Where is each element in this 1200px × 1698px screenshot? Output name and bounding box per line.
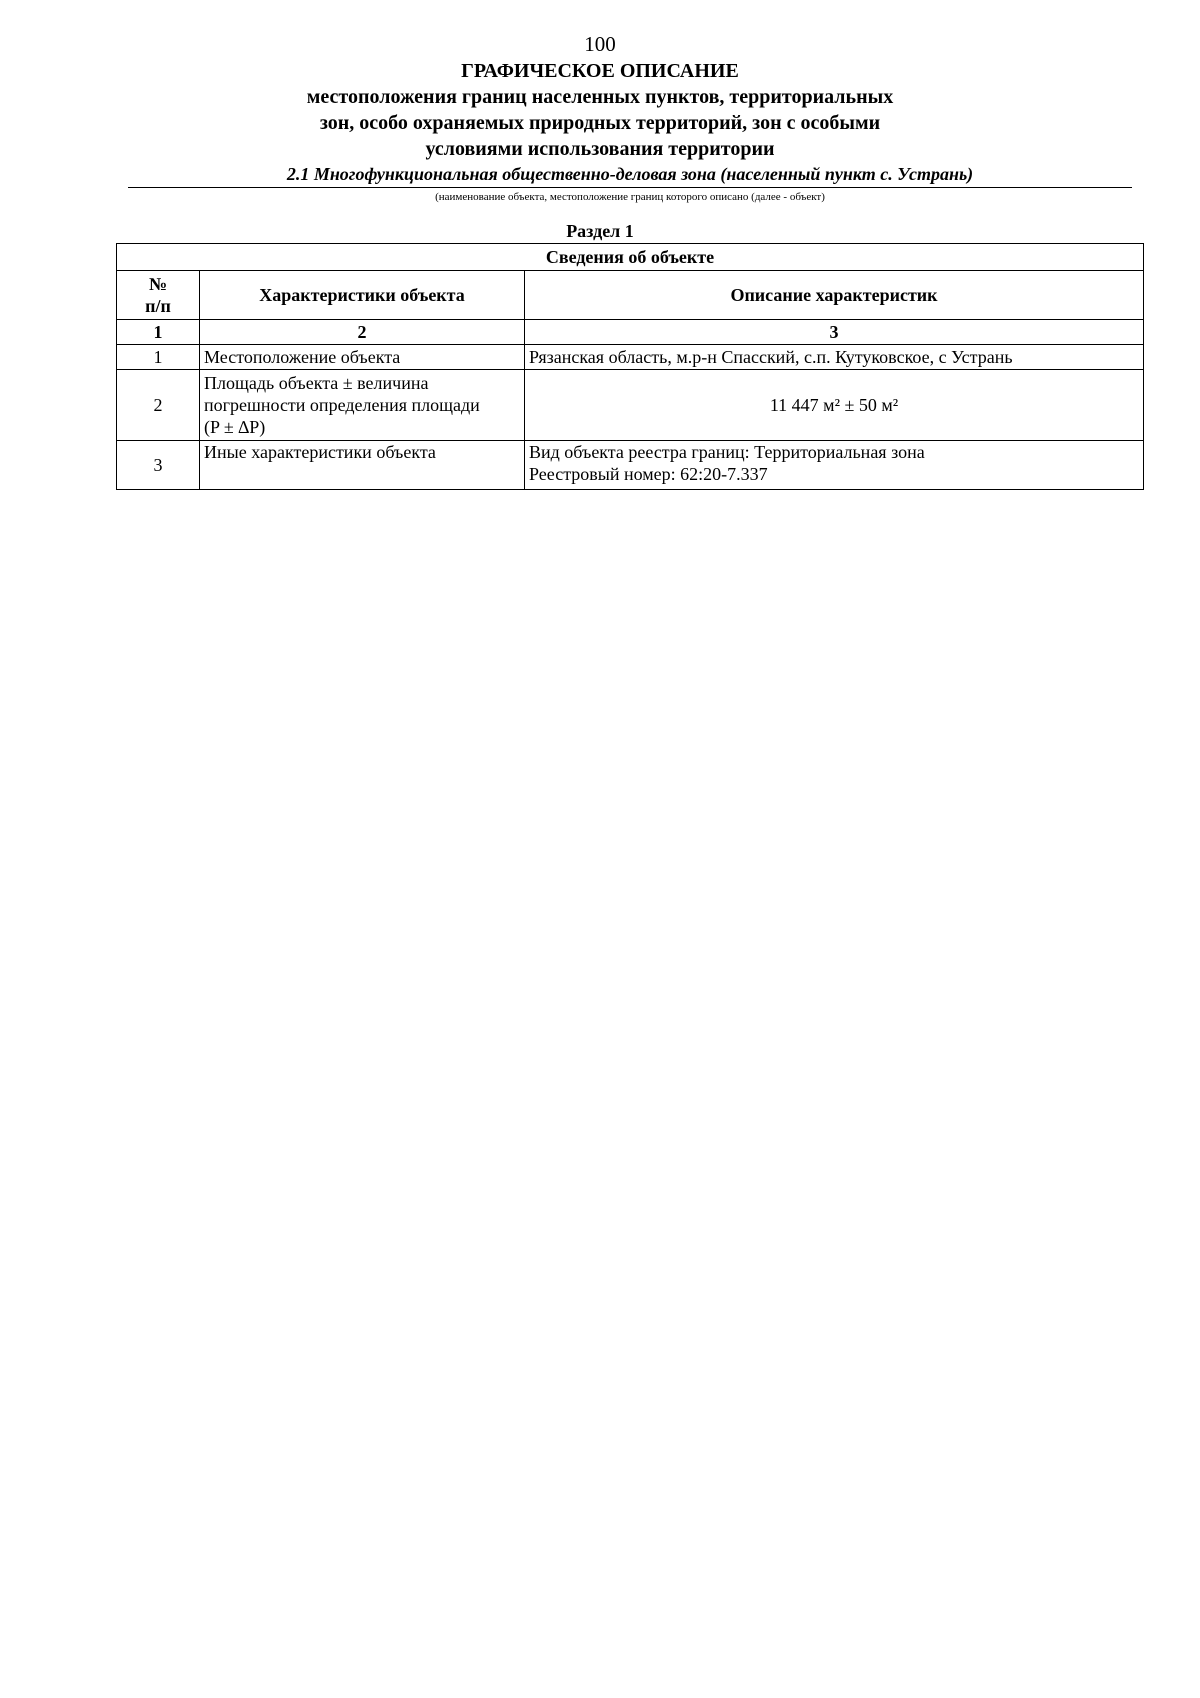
row-characteristic: Местоположение объекта [200, 345, 525, 370]
table-caption-row [117, 244, 1144, 271]
row-description [525, 441, 1144, 490]
row-number: 1 [117, 345, 200, 370]
column-number-row [117, 320, 1144, 345]
object-name: 2.1 Многофункциональная общественно-деловая зона (населенный пункт с. Устрань) [286, 164, 974, 184]
row-description: 11 447 м² ± 50 м² [525, 370, 1144, 441]
header-number [117, 271, 200, 320]
row-description-line: Вид объекта реестра границ: Территориальная зона [529, 442, 925, 462]
row-description: Рязанская область, м.р-н Спасский, с.п. Кутуковское, с Устрань [525, 345, 1144, 370]
table-row [117, 370, 1144, 441]
column-number-1: 1 [117, 320, 200, 345]
header-description: Описание характеристик [525, 271, 1144, 320]
section-title: Раздел 1 [566, 221, 634, 241]
column-number-2: 2 [200, 320, 525, 345]
title-line-2: местоположения границ населенных пунктов, территориальных [306, 86, 894, 108]
table-row [117, 345, 1144, 370]
object-info-table [116, 243, 1144, 490]
column-number-3: 3 [525, 320, 1144, 345]
object-name-caption: (наименование объекта, местоположение границ которого описано (далее - объект) [435, 191, 825, 203]
row-number: 2 [117, 370, 200, 441]
row-characteristic-line: Площадь объекта ± величина [204, 373, 429, 393]
title-line-3: зон, особо охраняемых природных территорий, зон с особыми [319, 112, 881, 134]
row-characteristic-line: (P ± ∆P) [204, 417, 266, 437]
table-header-row [117, 271, 1144, 320]
row-number: 3 [117, 441, 200, 490]
title-line-1: ГРАФИЧЕСКОЕ ОПИСАНИЕ [461, 60, 739, 82]
document-title [0, 58, 1200, 162]
header-number-line-1: № [148, 274, 168, 294]
row-characteristic-line: погрешности определения площади [204, 395, 480, 415]
table-caption: Сведения об объекте [117, 244, 1144, 271]
table-row [117, 441, 1144, 490]
row-characteristic [200, 370, 525, 441]
row-description-line: Реестровый номер: 62:20-7.337 [529, 464, 768, 484]
underline-rule [128, 187, 1132, 188]
page-number: 100 [584, 32, 616, 56]
title-line-4: условиями использования территории [425, 138, 775, 160]
row-characteristic: Иные характеристики объекта [200, 441, 525, 490]
header-number-line-2: п/п [145, 296, 171, 316]
header-characteristics: Характеристики объекта [200, 271, 525, 320]
